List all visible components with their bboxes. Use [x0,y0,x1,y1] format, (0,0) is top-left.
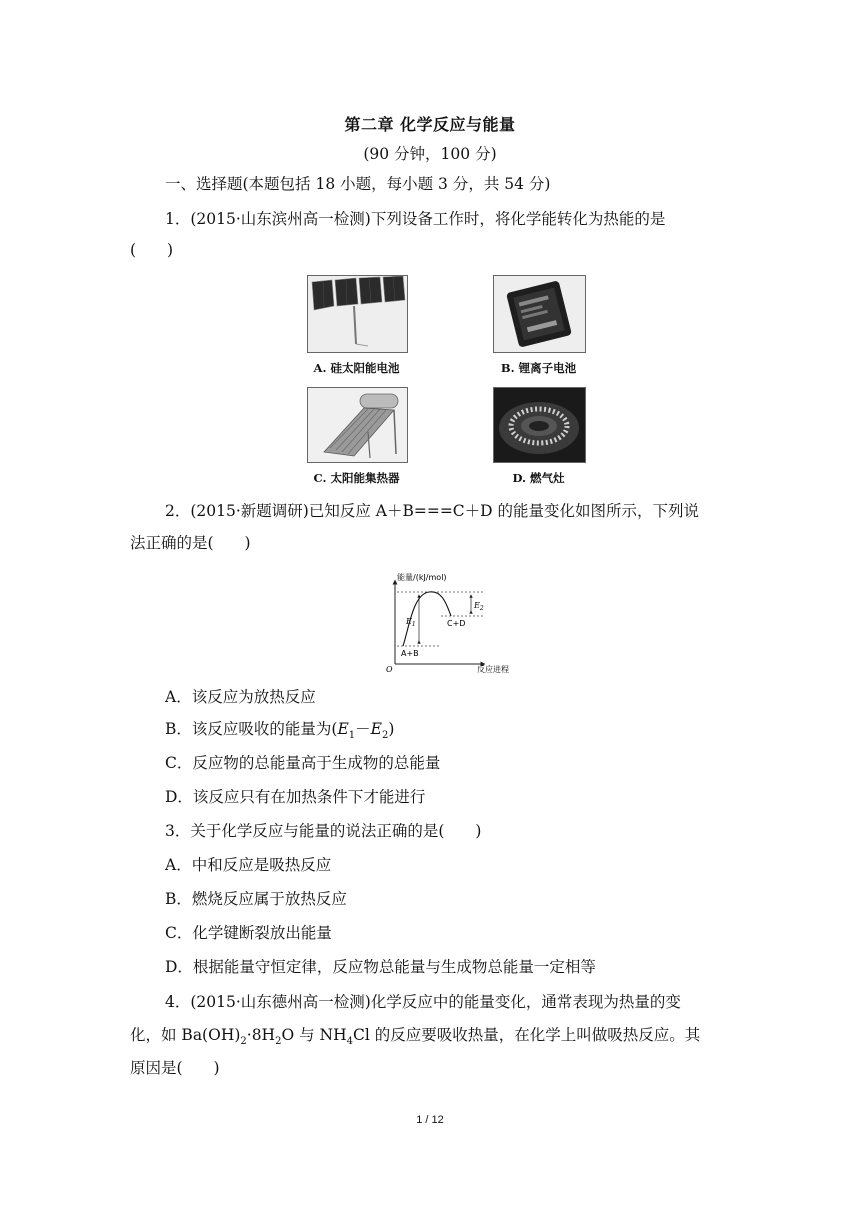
q2-option-c: C．反应物的总能量高于生成物的总能量 [165,754,441,772]
x-axis-label: 反应进程 [477,665,509,674]
reactants-label: A+B [401,649,419,658]
q2-option-b: B．该反应吸收的能量为$(E_1-E_2)$ [165,720,395,742]
gas-stove-image [493,387,586,463]
q2-option-a: A．该反应为放热反应 [165,688,316,706]
energy-profile-diagram [383,568,515,674]
caption-c: C. 太阳能集热器 [313,471,400,485]
q3-option-a: A．中和反应是吸热反应 [165,856,332,874]
e2-label: $E_2$ [474,601,484,612]
q4-stem-line2: 化，如 $Ba(OH)_2\cdot 8H_2O$ 与 $NH_4Cl$ 的反应要吸收热量，在化学上叫做吸热反应。其 [130,1026,701,1048]
q2-option-d: D．该反应只有在加热条件下才能进行 [165,788,426,806]
caption-d: D. 燃气灶 [512,471,565,485]
exam-duration-score: (90 分钟，100 分) [363,145,497,163]
q4-stem-line3: 原因是( ) [130,1059,220,1077]
e1-label: $E_1$ [406,617,416,628]
page-number: 1 / 12 [416,1114,444,1126]
q3-option-b: B．燃烧反应属于放热反应 [165,890,347,908]
caption-b: B. 锂离子电池 [500,361,577,375]
q2-stem-line1: 2．(2015·新题调研)已知反应 A＋B===C＋D 的能量变化如图所示，下列说 [165,502,700,520]
solar-water-heater-image [307,387,408,463]
solar-panel-image [307,275,408,353]
section-heading: 一、选择题(本题包括 18 小题，每小题 3 分，共 54 分) [165,175,551,193]
q1-stem-line1: 1．(2015·山东滨州高一检测)下列设备工作时，将化学能转化为热能的是 [165,210,666,228]
caption-a: A. 硅太阳能电池 [313,361,400,375]
q3-option-c: C．化学键断裂放出能量 [165,924,332,942]
q3-stem: 3．关于化学反应与能量的说法正确的是( ) [165,822,482,840]
q4-stem-line1: 4．(2015·山东德州高一检测)化学反应中的能量变化，通常表现为热量的变 [165,993,681,1011]
lithium-battery-image [493,275,586,353]
origin-label: O [386,665,393,674]
q2-stem-line2: 法正确的是( ) [130,534,251,552]
products-label: C+D [447,619,466,628]
q3-option-d: D．根据能量守恒定律，反应物总能量与生成物总能量一定相等 [165,958,596,976]
y-axis-label: 能量/(kJ/mol) [397,573,447,582]
q1-stem-line2: ( ) [130,241,174,259]
chapter-title: 第二章 化学反应与能量 [344,115,516,134]
